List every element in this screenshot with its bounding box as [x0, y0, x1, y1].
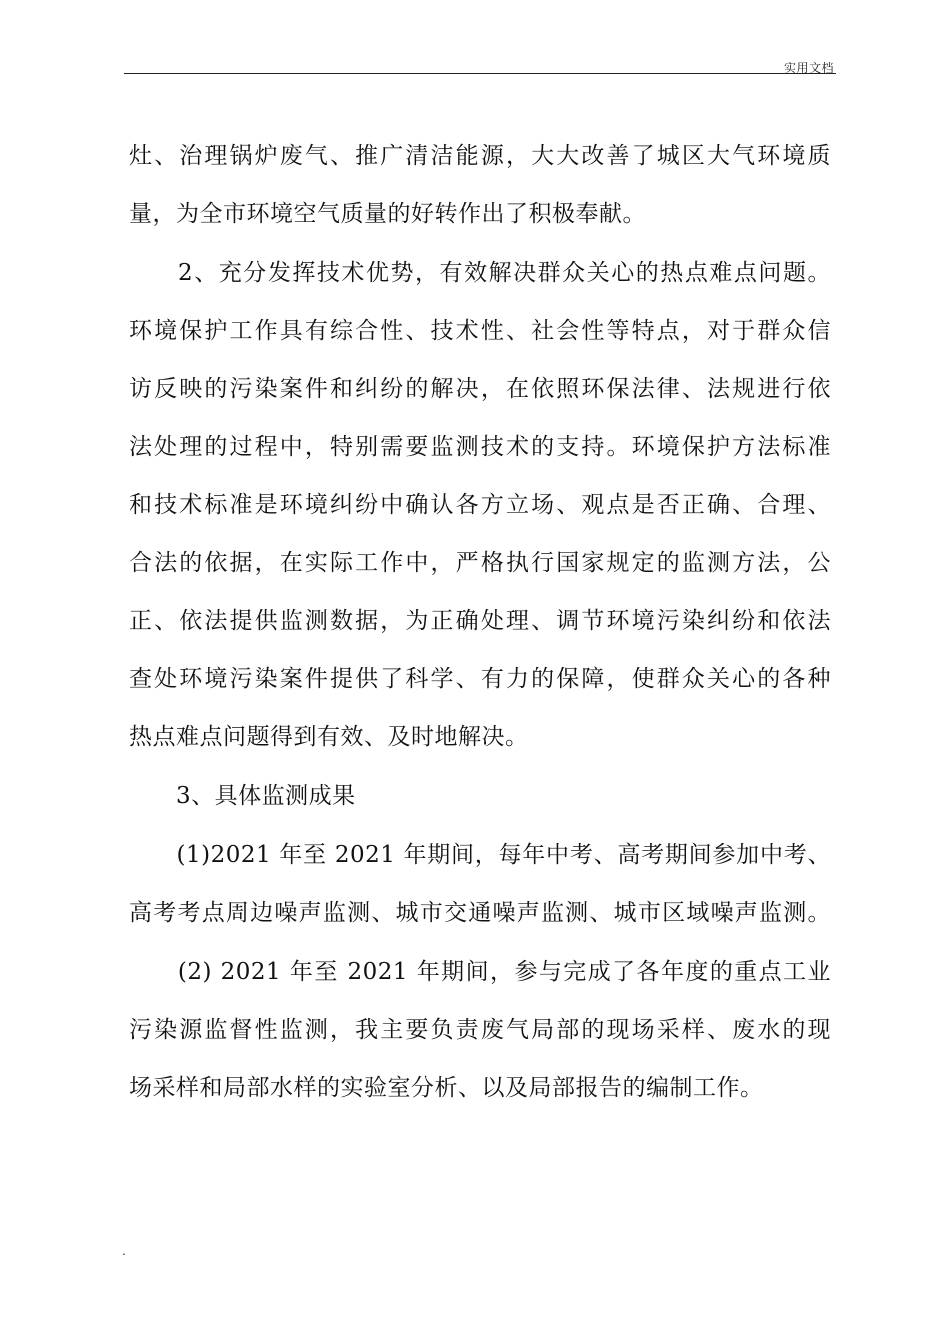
footer-mark: .	[122, 1244, 126, 1258]
paragraph-5	[129, 958, 831, 1103]
paragraph-line: 正、依法提供监测数据，为正确处理、调节环境污染纠纷和依法	[129, 608, 831, 634]
paragraph-line: 场采样和局部水样的实验室分析、以及局部报告的编制工作。	[129, 1075, 764, 1101]
paragraph-line: 法处理的过程中，特别需要监测技术的支持。环境保护方法标准	[129, 434, 831, 460]
paragraph-line: 量，为全市环境空气质量的好转作出了积极奉献。	[129, 201, 646, 227]
paragraph-line: 热点难点问题得到有效、及时地解决。	[129, 724, 529, 750]
paragraph-line: 访反映的污染案件和纠纷的解决，在依照环保法律、法规进行依	[129, 376, 831, 402]
paragraph-line: 高考考点周边噪声监测、城市交通噪声监测、城市区域噪声监测。	[129, 900, 831, 926]
paragraph-line: 灶、治理锅炉废气、推广清洁能源，大大改善了城区大气环境质	[129, 143, 831, 169]
paragraph-line: 环境保护工作具有综合性、技术性、社会性等特点，对于群众信	[129, 318, 831, 344]
paragraph-line: (2) 2021 年至 2021 年期间，参与完成了各年度的重点工业	[129, 959, 831, 985]
paragraph-line: 2、充分发挥技术优势，有效解决群众关心的热点难点问题。	[129, 260, 831, 286]
document-body	[129, 142, 831, 1103]
paragraph-line: 和技术标准是环境纠纷中确认各方立场、观点是否正确、合理、	[129, 492, 831, 518]
paragraph-line: (1)2021 年至 2021 年期间，每年中考、高考期间参加中考、	[129, 842, 831, 868]
header-rule	[124, 73, 836, 74]
header-label: 实用文档	[783, 61, 834, 75]
section-heading-3	[129, 782, 831, 811]
paragraph-line: 污染源监督性监测，我主要负责废气局部的现场采样、废水的现	[129, 1017, 831, 1043]
paragraph-2	[129, 259, 831, 752]
paragraph-line: 查处环境污染案件提供了科学、有力的保障，使群众关心的各种	[129, 666, 831, 692]
paragraph-1	[129, 142, 831, 229]
paragraph-4	[129, 841, 831, 928]
paragraph-line: 合法的依据，在实际工作中，严格执行国家规定的监测方法，公	[129, 550, 831, 576]
section-heading: 3、具体监测成果	[129, 783, 356, 809]
